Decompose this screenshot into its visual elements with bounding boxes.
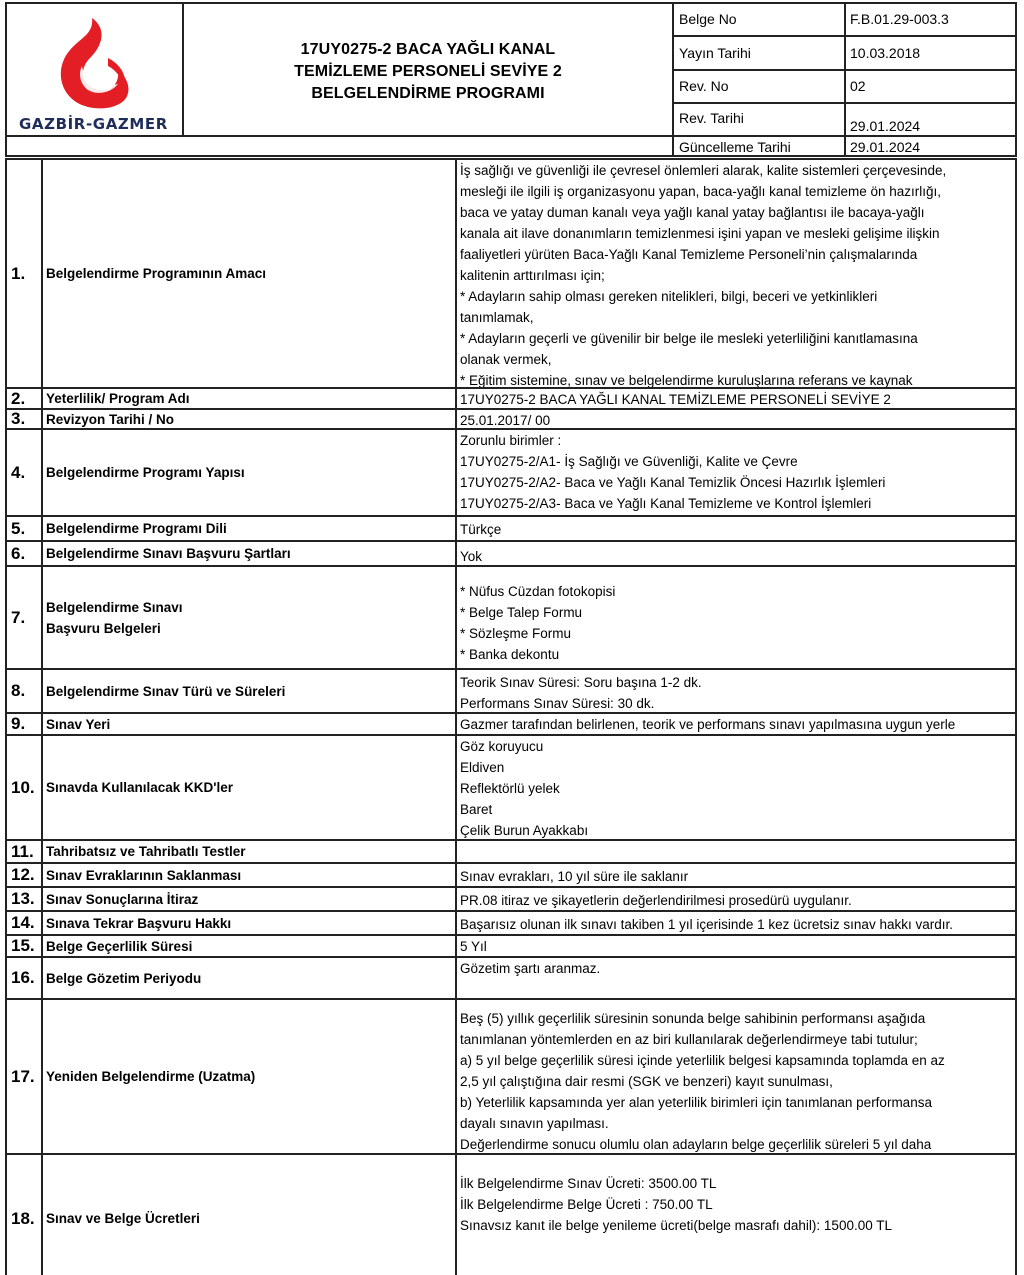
value-line: * Banka dekontu: [460, 647, 560, 662]
row-value: [457, 1000, 1015, 1153]
row-number: 17.: [7, 1000, 43, 1153]
header-empty-strip: [7, 135, 674, 157]
value-line: Beş (5) yıllık geçerlilik süresinin sonunda belge sahibinin performansı aşağıda: [460, 1011, 926, 1026]
value-line: Sınav evrakları, 10 yıl süre ile saklanır: [460, 869, 689, 884]
row-value: [457, 430, 1015, 515]
row-label: Sınav Yeri: [43, 714, 457, 734]
meta-value: F.B.01.29-003.3: [850, 11, 949, 27]
table-row: [7, 430, 1015, 517]
value-line: İlk Belgelendirme Belge Ücreti : 750.00 TL: [460, 1197, 713, 1212]
value-line: * Sözleşme Formu: [460, 626, 572, 641]
logo-text: GAZBİR-GAZMER: [19, 115, 168, 133]
value-line: faaliyetleri yürüten Baca-Yağlı Kanal Temizleme Personeli’nin çalışmalarında: [460, 247, 918, 262]
value-line: * Adayların geçerli ve güvenilir bir belge ile mesleki yeterliliğini kanıtlamasına: [460, 331, 918, 346]
document-title-cell: [184, 4, 674, 135]
row-value: [457, 410, 1015, 428]
meta-label: Rev. Tarihi: [674, 104, 846, 135]
meta-label: Güncelleme Tarihi: [674, 137, 846, 157]
value-line: 2,5 yıl çalıştığına dair resmi (SGK ve benzeri) kayıt sunulması,: [460, 1074, 833, 1089]
row-value: [457, 517, 1015, 540]
value-line: 17UY0275-2/A1- İş Sağlığı ve Güvenliği, Kalite ve Çevre: [460, 454, 798, 469]
meta-label: Yayın Tarihi: [674, 37, 846, 69]
title-line: BELGELENDİRME PROGRAMI: [311, 84, 545, 102]
value-line: Başarısız olunan ilk sınavı takiben 1 yıl içerisinde 1 kez ücretsiz sınav hakkı vardır.: [460, 917, 953, 932]
program-details-table: [5, 158, 1017, 1275]
row-label: Sınav ve Belge Ücretleri: [43, 1155, 457, 1275]
value-line: * Belge Talep Formu: [460, 605, 583, 620]
row-label: Belge Geçerlilik Süresi: [43, 936, 457, 956]
value-line: 17UY0275-2/A2- Baca ve Yağlı Kanal Temizlik Öncesi Hazırlık İşlemleri: [460, 475, 886, 490]
value-line: * Eğitim sistemine, sınav ve belgelendirme kuruluşlarına referans ve kaynak: [460, 373, 913, 387]
row-number: 14.: [7, 912, 43, 934]
value-line: Gözetim şartı aranmaz.: [460, 961, 601, 976]
row-number: 4.: [7, 430, 43, 515]
value-line: İlk Belgelendirme Sınav Ücreti: 3500.00 TL: [460, 1176, 717, 1191]
row-value: [457, 936, 1015, 956]
table-row: [7, 958, 1015, 1000]
row-number: 13.: [7, 888, 43, 910]
meta-value: 29.01.2024: [850, 139, 921, 155]
value-line: 5 Yıl: [460, 939, 487, 954]
row-label: Yeniden Belgelendirme (Uzatma): [43, 1000, 457, 1153]
row-label: Belge Gözetim Periyodu: [43, 958, 457, 998]
value-line: Değerlendirme sonucu olumlu olan adayların belge geçerlilik süreleri 5 yıl daha: [460, 1137, 932, 1152]
value-line: Zorunlu birimler :: [460, 433, 562, 448]
value-line: 17UY0275-2 BACA YAĞLI KANAL TEMİZLEME PERSONELİ SEVİYE 2: [460, 392, 891, 407]
table-row: [7, 160, 1015, 389]
table-row: [7, 736, 1015, 841]
meta-row-rev-tarihi: [674, 104, 1017, 137]
meta-value: 29.01.2024: [850, 118, 921, 134]
value-line: 17UY0275-2/A3- Baca ve Yağlı Kanal Temizleme ve Kontrol İşlemleri: [460, 496, 872, 511]
value-line: Performans Sınav Süresi: 30 dk.: [460, 696, 655, 711]
row-number: 8.: [7, 670, 43, 712]
value-line: Göz koruyucu: [460, 739, 544, 754]
row-number: 3.: [7, 410, 43, 428]
row-number: 9.: [7, 714, 43, 734]
table-row: [7, 517, 1015, 542]
row-label: Belgelendirme Sınav Türü ve Süreleri: [43, 670, 457, 712]
value-line: Eldiven: [460, 760, 505, 775]
value-line: * Nüfus Cüzdan fotokopisi: [460, 584, 616, 599]
row-number: 1.: [7, 160, 43, 387]
value-line: a) 5 yıl belge geçerlilik süresi içinde yeterlilik belgesi kapsamında toplamda en az: [460, 1053, 945, 1068]
value-line: dayalı sınavın yapılması.: [460, 1116, 609, 1131]
table-row: [7, 389, 1015, 410]
row-number: 11.: [7, 841, 43, 862]
row-label: Sınava Tekrar Başvuru Hakkı: [43, 912, 457, 934]
row-value: [457, 958, 1015, 998]
table-row: [7, 1000, 1015, 1155]
value-line: 25.01.2017/ 00: [460, 413, 551, 428]
table-row: [7, 888, 1015, 912]
value-line: mesleği ile ilgili iş organizasyonu yapan, baca-yağlı kanal temizleme ön hazırlığı,: [460, 184, 941, 199]
row-value: [457, 670, 1015, 712]
document-title: [294, 35, 562, 105]
row-number: 2.: [7, 389, 43, 408]
value-line: kalitenin arttırılması için;: [460, 268, 605, 283]
row-value: [457, 888, 1015, 910]
row-number: 7.: [7, 567, 43, 668]
value-line: Yok: [460, 549, 483, 564]
title-line: 17UY0275-2 BACA YAĞLI KANAL: [300, 40, 556, 58]
document-meta-table: [674, 4, 1017, 157]
value-line: b) Yeterlilik kapsamında yer alan yeterlilik birimleri için tanımlanan performansa: [460, 1095, 932, 1110]
row-label: Revizyon Tarihi / No: [43, 410, 457, 428]
row-label: Sınav Sonuçlarına İtiraz: [43, 888, 457, 910]
row-label: Belgelendirme Programı Dili: [43, 517, 457, 540]
value-line: Sınavsız kanıt ile belge yenileme ücreti(belge masrafı dahil): 1500.00 TL: [460, 1218, 892, 1233]
meta-value: 10.03.2018: [850, 45, 921, 61]
row-number: 12.: [7, 864, 43, 886]
row-label: Belgelendirme Sınavı Başvuru Şartları: [43, 542, 457, 565]
row-value: [457, 567, 1015, 668]
table-row: [7, 1155, 1015, 1275]
row-label: Sınavda Kullanılacak KKD'ler: [43, 736, 457, 839]
table-row: [7, 936, 1015, 958]
value-line: Çelik Burun Ayakkabı: [460, 823, 589, 838]
row-value: [457, 912, 1015, 934]
row-label: Tahribatsız ve Tahribatlı Testler: [43, 841, 457, 862]
row-label: Yeterlilik/ Program Adı: [43, 389, 457, 408]
row-number: 16.: [7, 958, 43, 998]
row-label: Belgelendirme Programı Yapısı: [43, 430, 457, 515]
value-line: Teorik Sınav Süresi: Soru başına 1-2 dk.: [460, 675, 702, 690]
table-row: [7, 410, 1015, 430]
row-number: 10.: [7, 736, 43, 839]
row-value: [457, 389, 1015, 408]
table-row: [7, 670, 1015, 714]
document-header: [5, 2, 1017, 157]
value-line: İş sağlığı ve güvenliği ile çevresel önlemleri alarak, kalite sistemleri çerçevesinde,: [460, 163, 947, 178]
meta-row-rev-no: [674, 71, 1017, 104]
meta-value: 02: [850, 78, 866, 94]
value-line: baca ve yatay duman kanalı veya yağlı kanal yatay bağlantısı ile bacaya-yağlı: [460, 205, 925, 220]
row-value: [457, 1155, 1015, 1275]
row-value: [457, 841, 1015, 862]
row-value: [457, 864, 1015, 886]
meta-row-guncelleme-tarihi: [674, 137, 1017, 157]
table-row: [7, 542, 1015, 567]
row-value: [457, 542, 1015, 565]
row-label: Belgelendirme Programının Amacı: [43, 160, 457, 387]
value-line: * Adayların sahip olması gereken nitelikleri, bilgi, beceri ve yetkinlikleri: [460, 289, 878, 304]
row-number: 6.: [7, 542, 43, 565]
meta-row-yayin-tarihi: [674, 37, 1017, 71]
row-label: Sınav Evraklarının Saklanması: [43, 864, 457, 886]
meta-label: Rev. No: [674, 71, 846, 102]
table-row: [7, 912, 1015, 936]
value-line: kanala ait ilave donanımların temizlenmesi işini yapan ve mesleki gelişime ilişkin: [460, 226, 940, 241]
meta-row-belge-no: [674, 4, 1017, 37]
value-line: Türkçe: [460, 522, 502, 537]
value-line: Reflektörlü yelek: [460, 781, 560, 796]
logo-cell: [7, 4, 184, 135]
row-number: 18.: [7, 1155, 43, 1275]
value-line: olanak vermek,: [460, 352, 552, 367]
table-row: [7, 841, 1015, 864]
row-number: 15.: [7, 936, 43, 956]
value-line: tanımlanan yöntemlerden en az biri kullanılarak değerlendirmeye tabi tutulur;: [460, 1032, 918, 1047]
row-number: 5.: [7, 517, 43, 540]
table-row: [7, 714, 1015, 736]
row-value: [457, 714, 1015, 734]
value-line: Baret: [460, 802, 493, 817]
row-label: Belgelendirme Sınavı Başvuru Belgeleri: [43, 567, 457, 668]
value-line: Gazmer tarafından belirlenen, teorik ve performans sınavı yapılmasına uygun yerle: [460, 717, 956, 732]
value-line: PR.08 itiraz ve şikayetlerin değerlendirilmesi prosedürü uygulanır.: [460, 893, 852, 908]
row-value: [457, 736, 1015, 839]
value-line: tanımlamak,: [460, 310, 534, 325]
title-line: TEMİZLEME PERSONELİ SEVİYE 2: [294, 62, 562, 80]
gazbir-flame-logo-icon: [52, 14, 142, 110]
meta-label: Belge No: [674, 4, 846, 35]
table-row: [7, 864, 1015, 888]
table-row: [7, 567, 1015, 670]
row-value: [457, 160, 1015, 387]
